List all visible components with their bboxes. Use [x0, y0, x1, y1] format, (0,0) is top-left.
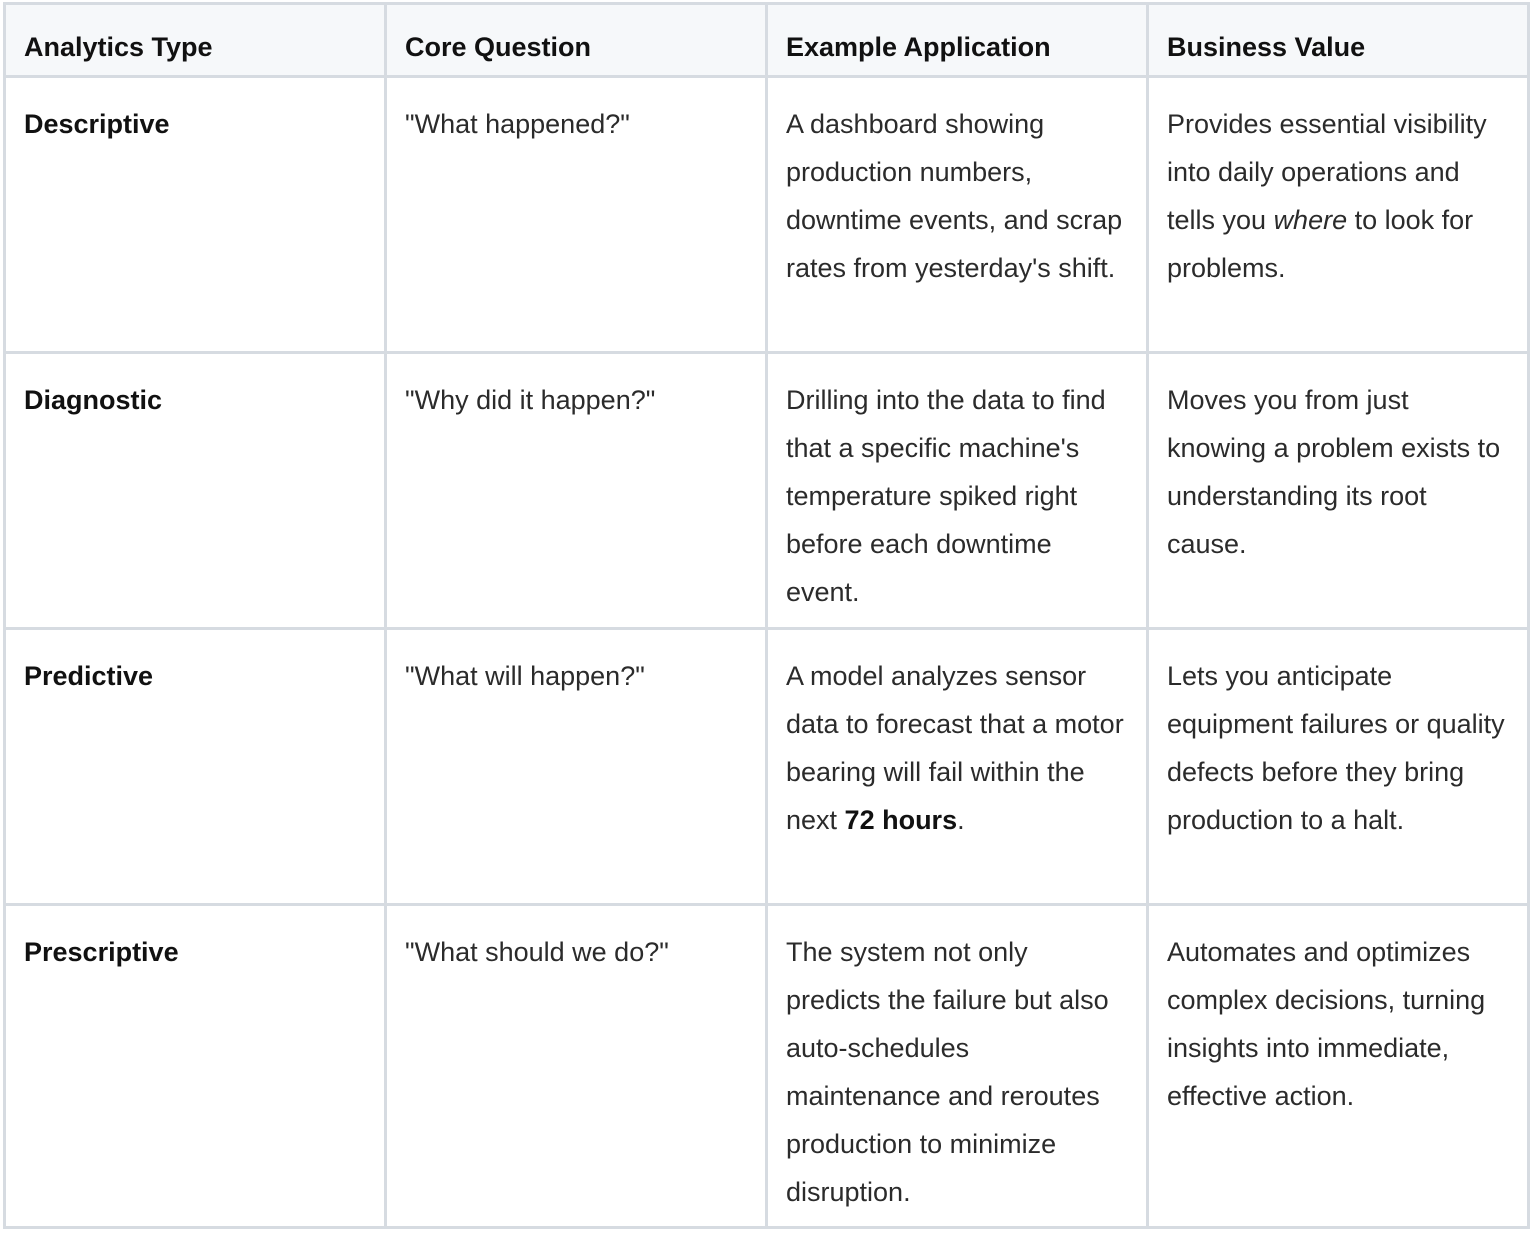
analytics-type-cell: Descriptive — [5, 77, 386, 353]
table-row-descriptive — [5, 77, 1529, 353]
example-application-cell: The system not only predicts the failure but also auto-schedules maintenance and reroutes production to minimize disruption. — [767, 905, 1148, 1228]
table-row-predictive — [5, 629, 1529, 905]
analytics-type-cell: Predictive — [5, 629, 386, 905]
table-header-row — [5, 4, 1529, 77]
header-core-question: Core Question — [386, 4, 767, 77]
table-row-diagnostic — [5, 353, 1529, 629]
header-analytics-type: Analytics Type — [5, 4, 386, 77]
example-application-cell — [767, 629, 1148, 905]
example-application-text-end: . — [957, 805, 965, 835]
example-application-cell: A dashboard showing production numbers, downtime events, and scrap rates from yesterday's shift. — [767, 77, 1148, 353]
example-application-text: A model analyzes sensor data to forecast that a motor bearing will fail within the next — [786, 661, 1124, 835]
header-business-value: Business Value — [1148, 4, 1529, 77]
business-value-cell: Lets you anticipate equipment failures or quality defects before they bring production to a halt. — [1148, 629, 1529, 905]
analytics-type-cell: Diagnostic — [5, 353, 386, 629]
business-value-cell: Moves you from just knowing a problem exists to understanding its root cause. — [1148, 353, 1529, 629]
analytics-types-table — [3, 2, 1530, 1229]
business-value-emphasis: where — [1273, 205, 1348, 235]
core-question-cell: "What should we do?" — [386, 905, 767, 1228]
example-application-emphasis: 72 hours — [844, 805, 958, 835]
core-question-cell: "Why did it happen?" — [386, 353, 767, 629]
header-example-application: Example Application — [767, 4, 1148, 77]
table-row-prescriptive — [5, 905, 1529, 1228]
core-question-cell: "What will happen?" — [386, 629, 767, 905]
core-question-cell: "What happened?" — [386, 77, 767, 353]
analytics-type-cell: Prescriptive — [5, 905, 386, 1228]
business-value-cell — [1148, 77, 1529, 353]
business-value-text: Provides essential visibility into daily operations and tells you — [1167, 109, 1487, 235]
example-application-cell: Drilling into the data to find that a specific machine's temperature spiked right before each downtime event. — [767, 353, 1148, 629]
business-value-cell: Automates and optimizes complex decisions, turning insights into immediate, effective action. — [1148, 905, 1529, 1228]
business-value-text-end: to look for problems. — [1167, 205, 1474, 283]
